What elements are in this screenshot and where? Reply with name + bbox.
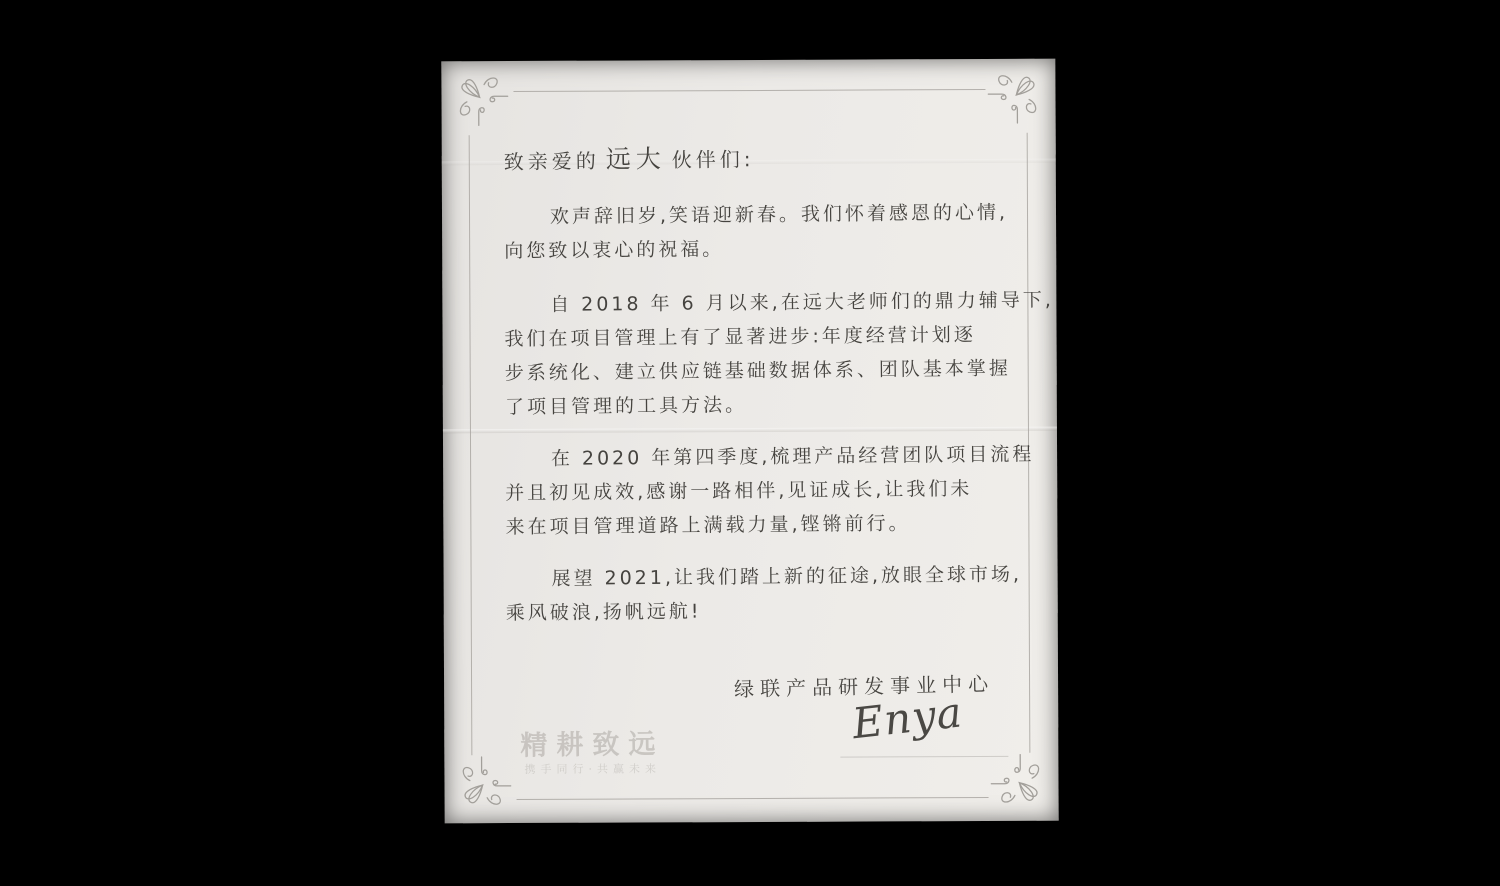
handwritten-signature: Enya [849, 687, 966, 749]
corner-flourish-icon [454, 755, 512, 813]
frame-top-line [513, 89, 985, 92]
letter-line: 我们在项目管理上有了显著进步:年度经营计划逐 [504, 323, 976, 351]
corner-flourish-icon [986, 67, 1044, 125]
corner-flourish-icon [989, 753, 1047, 811]
letter-line: 来在项目管理道路上满载力量,铿锵前行。 [505, 512, 911, 539]
paragraph-outlook [505, 558, 1023, 631]
letter-line: 步系统化、建立供应链基础数据体系、团队基本掌握 [504, 357, 1011, 385]
frame-left-line [469, 135, 473, 755]
watermark-slogan: 精耕致远 [520, 728, 665, 762]
signoff-department: 绿联产品研发事业中心 [733, 671, 995, 702]
letter-line: 欢声辞旧岁,笑语迎新春。我们怀着感恩的心情, [549, 201, 1009, 228]
company-name: 远大 [605, 144, 666, 174]
letter-line: 在 2020 年第四季度,梳理产品经营团队项目流程 [550, 443, 1035, 470]
salutation-suffix: 伙伴们: [671, 147, 755, 173]
paragraph-q4-results [505, 438, 1035, 545]
letter-line: 向您致以衷心的祝福。 [504, 238, 725, 263]
signature-underline [840, 756, 1008, 758]
letter-paper [441, 59, 1058, 824]
corner-flourish-icon [451, 69, 509, 127]
letter-line: 自 2018 年 6 月以来,在远大老师们的鼎力辅导下, [550, 289, 1054, 316]
frame-bottom-line [517, 797, 989, 800]
salutation-prefix: 致亲爱的 [503, 148, 600, 174]
watermark-subslogan: 携手同行·共赢未来 [524, 762, 661, 776]
letter-line: 展望 2021,让我们踏上新的征途,放眼全球市场, [551, 563, 1023, 590]
paragraph-greeting [504, 196, 1009, 269]
paper-fold-crease [443, 427, 1057, 434]
salutation-line [504, 141, 755, 179]
letter-line: 了项目管理的工具方法。 [505, 394, 748, 419]
letter-line: 并且初见成效,感谢一路相伴,见证成长,让我们未 [505, 477, 973, 505]
paragraph-progress [504, 284, 1054, 425]
letter-line: 乘风破浪,扬帆远航! [505, 600, 702, 625]
